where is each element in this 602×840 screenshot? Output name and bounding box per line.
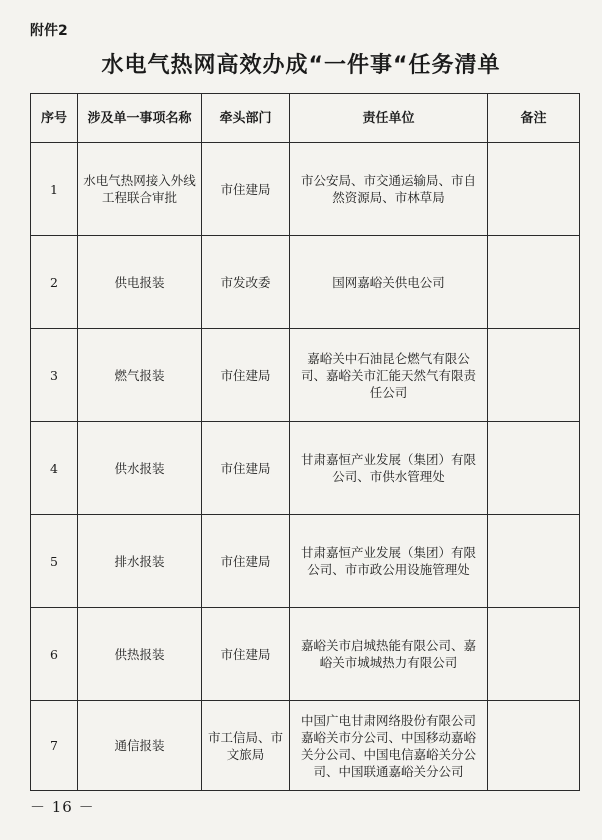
column-header-lead-dept: 牵头部门: [202, 94, 290, 143]
row-number-cell: 5: [31, 515, 78, 608]
item-name-cell: 通信报装: [78, 701, 202, 791]
note-cell: [488, 608, 580, 701]
task-list-table: [30, 93, 580, 791]
row-number-cell: 7: [31, 701, 78, 791]
table-row: [31, 143, 580, 236]
note-cell: [488, 329, 580, 422]
lead-department-cell: 市发改委: [202, 236, 290, 329]
lead-department-cell: 市住建局: [202, 422, 290, 515]
note-cell: [488, 422, 580, 515]
responsible-units-cell: 市公安局、市交通运输局、市自然资源局、市林草局: [290, 143, 488, 236]
table-row: [31, 422, 580, 515]
responsible-units-cell: 中国广电甘肃网络股份有限公司嘉峪关市分公司、中国移动嘉峪关分公司、中国电信嘉峪关分公司、中国联通嘉峪关分公司: [290, 701, 488, 791]
item-name-cell: 水电气热网接入外线工程联合审批: [78, 143, 202, 236]
page-number: － 16 －: [30, 798, 95, 816]
document-title: 水电气热网高效办成“一件事“任务清单: [101, 53, 501, 78]
column-header-item: 涉及单一事项名称: [78, 94, 202, 143]
column-header-responsible-units: 责任单位: [290, 94, 488, 143]
row-number-cell: 6: [31, 608, 78, 701]
row-number-cell: 3: [31, 329, 78, 422]
lead-department-cell: 市住建局: [202, 608, 290, 701]
responsible-units-cell: 甘肃嘉恒产业发展（集团）有限公司、市供水管理处: [290, 422, 488, 515]
lead-department-cell: 市住建局: [202, 329, 290, 422]
item-name-cell: 供热报装: [78, 608, 202, 701]
lead-department-cell: 市住建局: [202, 515, 290, 608]
table-row: [31, 236, 580, 329]
column-header-no: 序号: [31, 94, 78, 143]
lead-department-cell: 市住建局: [202, 143, 290, 236]
row-number-cell: 1: [31, 143, 78, 236]
responsible-units-cell: 嘉峪关中石油昆仑燃气有限公司、嘉峪关市汇能天然气有限责任公司: [290, 329, 488, 422]
responsible-units-cell: 国网嘉峪关供电公司: [290, 236, 488, 329]
row-number-cell: 4: [31, 422, 78, 515]
row-number-cell: 2: [31, 236, 78, 329]
note-cell: [488, 701, 580, 791]
responsible-units-cell: 甘肃嘉恒产业发展（集团）有限公司、市市政公用设施管理处: [290, 515, 488, 608]
table-row: [31, 515, 580, 608]
table-header-row: [31, 94, 580, 143]
lead-department-cell: 市工信局、市文旅局: [202, 701, 290, 791]
item-name-cell: 排水报装: [78, 515, 202, 608]
item-name-cell: 燃气报装: [78, 329, 202, 422]
item-name-cell: 供水报装: [78, 422, 202, 515]
item-name-cell: 供电报装: [78, 236, 202, 329]
table-row: [31, 701, 580, 791]
table-row: [31, 329, 580, 422]
attachment-label: 附件2: [30, 23, 68, 39]
responsible-units-cell: 嘉峪关市启城热能有限公司、嘉峪关市城城热力有限公司: [290, 608, 488, 701]
table-row: [31, 608, 580, 701]
column-header-notes: 备注: [488, 94, 580, 143]
note-cell: [488, 236, 580, 329]
note-cell: [488, 143, 580, 236]
note-cell: [488, 515, 580, 608]
